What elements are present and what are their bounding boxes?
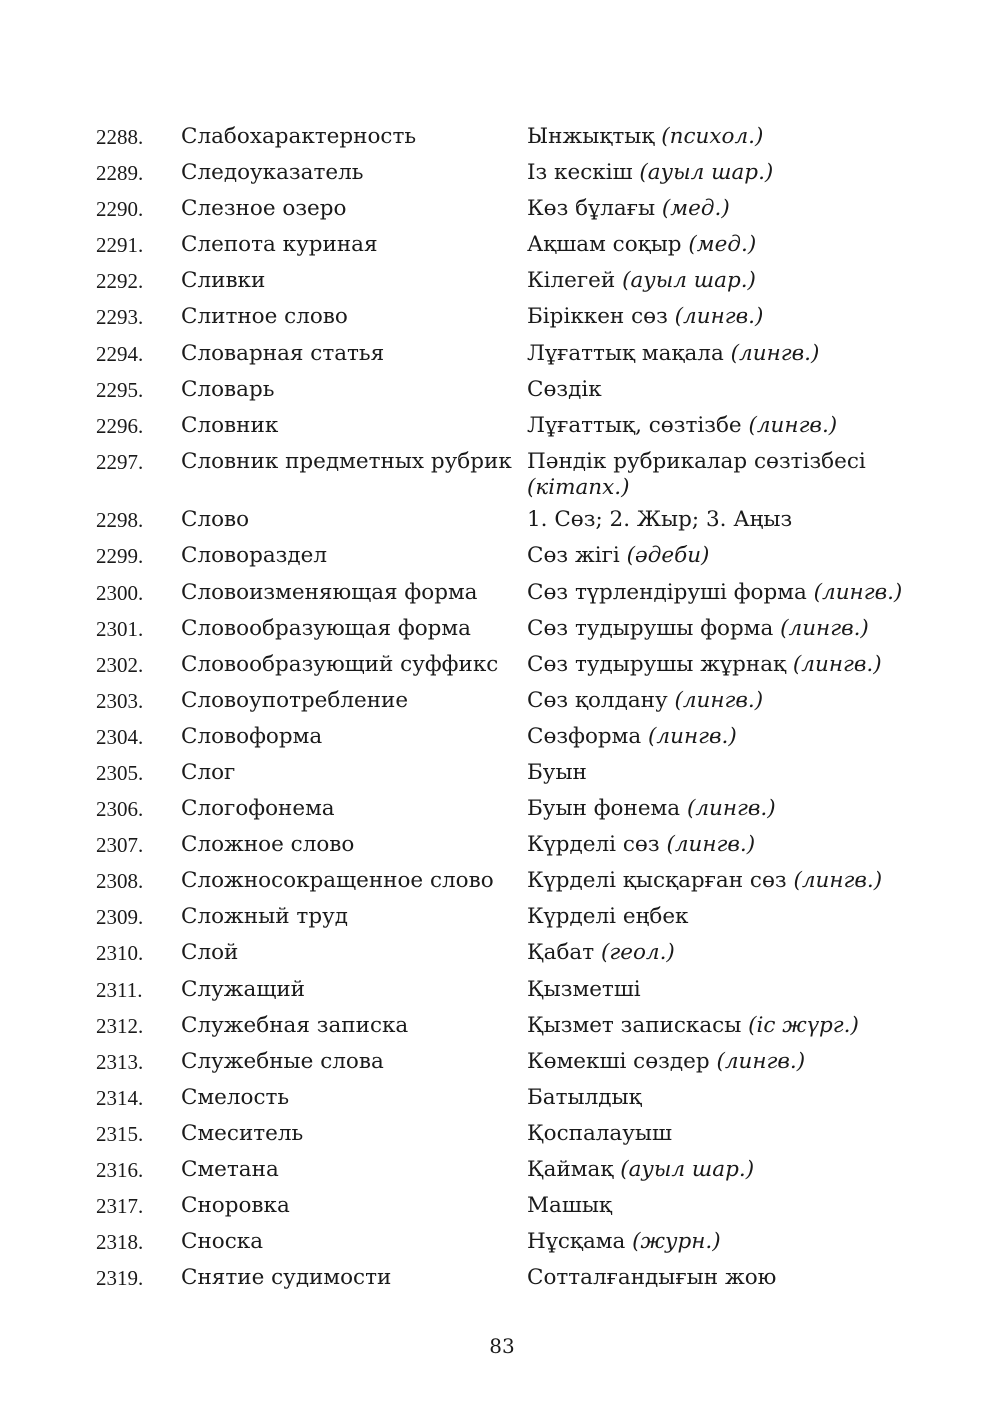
entry-number: 2309.: [96, 905, 144, 930]
kazakh-term: Күрделі сөз: [527, 832, 660, 858]
entry-row: [96, 1153, 916, 1189]
russian-term: Словообразующий суффикс: [181, 651, 499, 677]
domain-note: (лингв.): [792, 651, 882, 677]
domain-note: (лингв.): [793, 868, 883, 894]
entry-row: [96, 120, 916, 156]
entry-row: [96, 648, 916, 684]
domain-note: (лингв.): [686, 796, 776, 822]
kazakh-term: Ынжықтық: [527, 124, 655, 149]
kazakh-term: Із кескіш: [527, 160, 633, 186]
entry-row: [96, 900, 916, 936]
kazakh-term: Сөз жігі: [527, 543, 620, 569]
entry-number: 2299.: [96, 544, 144, 569]
entry-number: 2301.: [96, 616, 144, 641]
kazakh-translation: [527, 1193, 917, 1219]
entry-list: [96, 120, 916, 1297]
domain-note: (лингв.): [674, 687, 764, 713]
entry-row: [96, 936, 916, 972]
domain-note: (лингв.): [813, 579, 903, 605]
kazakh-translation: [527, 377, 917, 403]
kazakh-term: Лұғаттық, сөзтізбе: [527, 412, 742, 438]
kazakh-term: Нұсқама: [527, 1229, 626, 1255]
russian-term: Сложносокращенное слово: [181, 868, 494, 894]
kazakh-term: Сөз қолдану: [527, 687, 668, 713]
domain-note: (лингв.): [674, 304, 764, 330]
entry-number: 2307.: [96, 833, 144, 858]
entry-number: 2302.: [96, 652, 144, 677]
kazakh-translation: [527, 124, 917, 150]
entry-row: [96, 300, 916, 336]
kazakh-translation: [527, 1265, 917, 1291]
kazakh-translation: [527, 232, 917, 258]
kazakh-term: Лұғаттық мақала: [527, 340, 724, 366]
entry-number: 2306.: [96, 797, 144, 822]
entry-row: [96, 1225, 916, 1261]
kazakh-term: Пәндік рубрикалар сөзтізбесі: [527, 448, 866, 474]
kazakh-translation: [527, 1229, 917, 1255]
russian-term: Сложный труд: [181, 904, 348, 930]
entry-row: [96, 576, 916, 612]
kazakh-translation: [527, 580, 917, 606]
kazakh-term: Қаймақ: [527, 1157, 614, 1183]
kazakh-translation: [527, 1013, 917, 1039]
domain-note: (ауыл шар.): [622, 268, 756, 294]
entry-number: 2290.: [96, 197, 144, 222]
entry-row: [96, 503, 916, 539]
domain-note: (лингв.): [648, 723, 737, 749]
entry-row: [96, 1009, 916, 1045]
entry-row: [96, 337, 916, 373]
domain-note: (кітапх.): [527, 474, 630, 500]
kazakh-translation: [527, 196, 917, 222]
entry-row: [96, 228, 916, 264]
domain-note: (әдеби): [626, 543, 710, 569]
entry-row: [96, 684, 916, 720]
domain-note: (лингв.): [780, 615, 869, 641]
russian-term: Словник: [181, 412, 279, 438]
entry-number: 2318.: [96, 1230, 144, 1255]
kazakh-translation: [527, 1085, 917, 1111]
domain-note: (журн.): [632, 1229, 721, 1255]
russian-term: Слогофонема: [181, 796, 335, 822]
entry-row: [96, 864, 916, 900]
russian-term: Смелость: [181, 1084, 290, 1110]
russian-term: Служебная записка: [181, 1012, 409, 1038]
kazakh-translation: [527, 543, 917, 569]
entry-number: 2305.: [96, 761, 144, 785]
kazakh-term: Буын: [527, 760, 587, 785]
kazakh-translation: [527, 832, 917, 858]
kazakh-term: Сотталғандығын жою: [527, 1265, 777, 1291]
entry-row: [96, 445, 916, 504]
entry-row: [96, 1081, 916, 1117]
kazakh-term: 1. Сөз; 2. Жыр; 3. Аңыз: [527, 507, 793, 533]
kazakh-term: Күрделі қысқарған сөз: [527, 868, 787, 894]
russian-term: Словник предметных рубрик: [181, 448, 512, 474]
entry-number: 2291.: [96, 233, 144, 258]
entry-row: [96, 1117, 916, 1153]
domain-note: (ауыл шар.): [639, 160, 774, 186]
russian-term: Следоуказатель: [181, 160, 364, 186]
kazakh-translation: [527, 1049, 917, 1075]
domain-note: (іс жүрг.): [748, 1012, 859, 1038]
kazakh-translation: [527, 449, 917, 501]
entry-number: 2292.: [96, 269, 144, 294]
russian-term: Словообразующая форма: [181, 615, 471, 641]
entry-number: 2316.: [96, 1158, 144, 1183]
kazakh-term: Сөздік: [527, 376, 602, 402]
kazakh-term: Сөз тудырушы форма: [527, 615, 774, 641]
kazakh-translation: [527, 724, 917, 750]
entry-number: 2300.: [96, 580, 144, 605]
entry-number: 2311.: [96, 977, 143, 1002]
russian-term: Сноровка: [181, 1193, 290, 1219]
kazakh-translation: [527, 304, 917, 330]
entry-row: [96, 1189, 916, 1225]
entry-number: 2313.: [96, 1049, 144, 1074]
russian-term: Слой: [181, 940, 239, 966]
kazakh-term: Ақшам соқыр: [527, 232, 682, 258]
entry-row: [96, 156, 916, 192]
entry-number: 2289.: [96, 161, 144, 186]
kazakh-term: Сөз түрлендіруші форма: [527, 579, 807, 605]
entry-number: 2294.: [96, 341, 144, 366]
russian-term: Слабохарактерность: [181, 124, 417, 149]
russian-term: Словарь: [181, 376, 275, 402]
kazakh-translation: [527, 1157, 917, 1183]
entry-number: 2312.: [96, 1013, 144, 1038]
russian-term: Сливки: [181, 268, 266, 294]
kazakh-term: Қызметші: [527, 976, 641, 1002]
kazakh-term: Күрделі еңбек: [527, 904, 689, 930]
russian-term: Словоупотребление: [181, 687, 409, 713]
kazakh-translation: [527, 868, 917, 894]
russian-term: Служащий: [181, 976, 306, 1002]
domain-note: (лингв.): [748, 412, 838, 438]
kazakh-translation: [527, 796, 917, 822]
kazakh-translation: [527, 507, 917, 533]
kazakh-translation: [527, 760, 917, 786]
kazakh-translation: [527, 616, 917, 642]
russian-term: Словоизменяющая форма: [181, 579, 478, 605]
entry-number: 2304.: [96, 724, 144, 749]
domain-note: (ауыл шар.): [620, 1157, 755, 1183]
kazakh-translation: [527, 268, 917, 294]
entry-number: 2319.: [96, 1266, 144, 1291]
kazakh-translation: [527, 977, 917, 1003]
kazakh-term: Көмекші сөздер: [527, 1048, 710, 1074]
kazakh-translation: [527, 904, 917, 930]
entry-number: 2295.: [96, 377, 144, 402]
kazakh-translation: [527, 413, 917, 439]
kazakh-translation: [527, 940, 917, 966]
entry-number: 2293.: [96, 305, 144, 330]
kazakh-translation: [527, 160, 917, 186]
domain-note: (лингв.): [730, 340, 820, 366]
russian-term: Слепота куриная: [181, 232, 378, 258]
entry-number: 2288.: [96, 125, 144, 149]
kazakh-term: Кілегей: [527, 268, 616, 294]
kazakh-translation: [527, 341, 917, 367]
russian-term: Сноска: [181, 1229, 264, 1255]
kazakh-term: Көз бұлағы: [527, 196, 656, 222]
kazakh-translation: [527, 652, 917, 678]
entry-row: [96, 756, 916, 792]
entry-number: 2298.: [96, 508, 144, 533]
entry-row: [96, 612, 916, 648]
russian-term: Словарная статья: [181, 340, 385, 366]
russian-term: Слог: [181, 760, 236, 785]
entry-row: [96, 264, 916, 300]
entry-number: 2314.: [96, 1085, 144, 1110]
page-number: 83: [489, 1334, 515, 1358]
entry-row: [96, 409, 916, 445]
kazakh-term: Батылдық: [527, 1084, 642, 1110]
entry-number: 2308.: [96, 869, 144, 894]
entry-number: 2315.: [96, 1121, 144, 1146]
domain-note: (мед.): [661, 196, 730, 222]
domain-note: (лингв.): [666, 832, 756, 858]
entry-row: [96, 539, 916, 575]
russian-term: Сложное слово: [181, 832, 355, 858]
domain-note: (геол.): [600, 940, 675, 966]
russian-term: Слитное слово: [181, 304, 348, 330]
entry-row: [96, 792, 916, 828]
russian-term: Снятие судимости: [181, 1265, 392, 1291]
domain-note: (мед.): [688, 232, 757, 258]
russian-term: Служебные слова: [181, 1048, 384, 1074]
entry-row: [96, 720, 916, 756]
entry-number: 2317.: [96, 1194, 144, 1219]
entry-row: [96, 192, 916, 228]
entry-number: 2303.: [96, 688, 144, 713]
entry-row: [96, 828, 916, 864]
entry-row: [96, 1261, 916, 1297]
kazakh-translation: [527, 688, 917, 714]
entry-row: [96, 1045, 916, 1081]
kazakh-term: Сөзформа: [527, 723, 642, 749]
kazakh-term: Қоспалауыш: [527, 1120, 672, 1146]
kazakh-term: Машық: [527, 1193, 612, 1219]
domain-note: (лингв.): [716, 1048, 806, 1074]
entry-number: 2297.: [96, 449, 144, 474]
kazakh-translation: [527, 1121, 917, 1147]
kazakh-term: Біріккен сөз: [527, 304, 668, 330]
russian-term: Смеситель: [181, 1120, 304, 1146]
kazakh-term: Сөз тудырушы жұрнақ: [527, 651, 787, 677]
kazakh-term: Буын фонема: [527, 796, 681, 822]
russian-term: Словораздел: [181, 543, 328, 569]
entry-row: [96, 973, 916, 1009]
entry-number: 2310.: [96, 941, 144, 966]
kazakh-term: Қабат: [527, 940, 595, 966]
domain-note: (психол.): [661, 124, 764, 149]
kazakh-term: Қызмет запискасы: [527, 1012, 742, 1038]
russian-term: Словоформа: [181, 723, 323, 749]
russian-term: Слезное озеро: [181, 196, 347, 222]
entry-number: 2296.: [96, 413, 144, 438]
russian-term: Сметана: [181, 1157, 279, 1183]
russian-term: Слово: [181, 507, 250, 533]
entry-row: [96, 373, 916, 409]
